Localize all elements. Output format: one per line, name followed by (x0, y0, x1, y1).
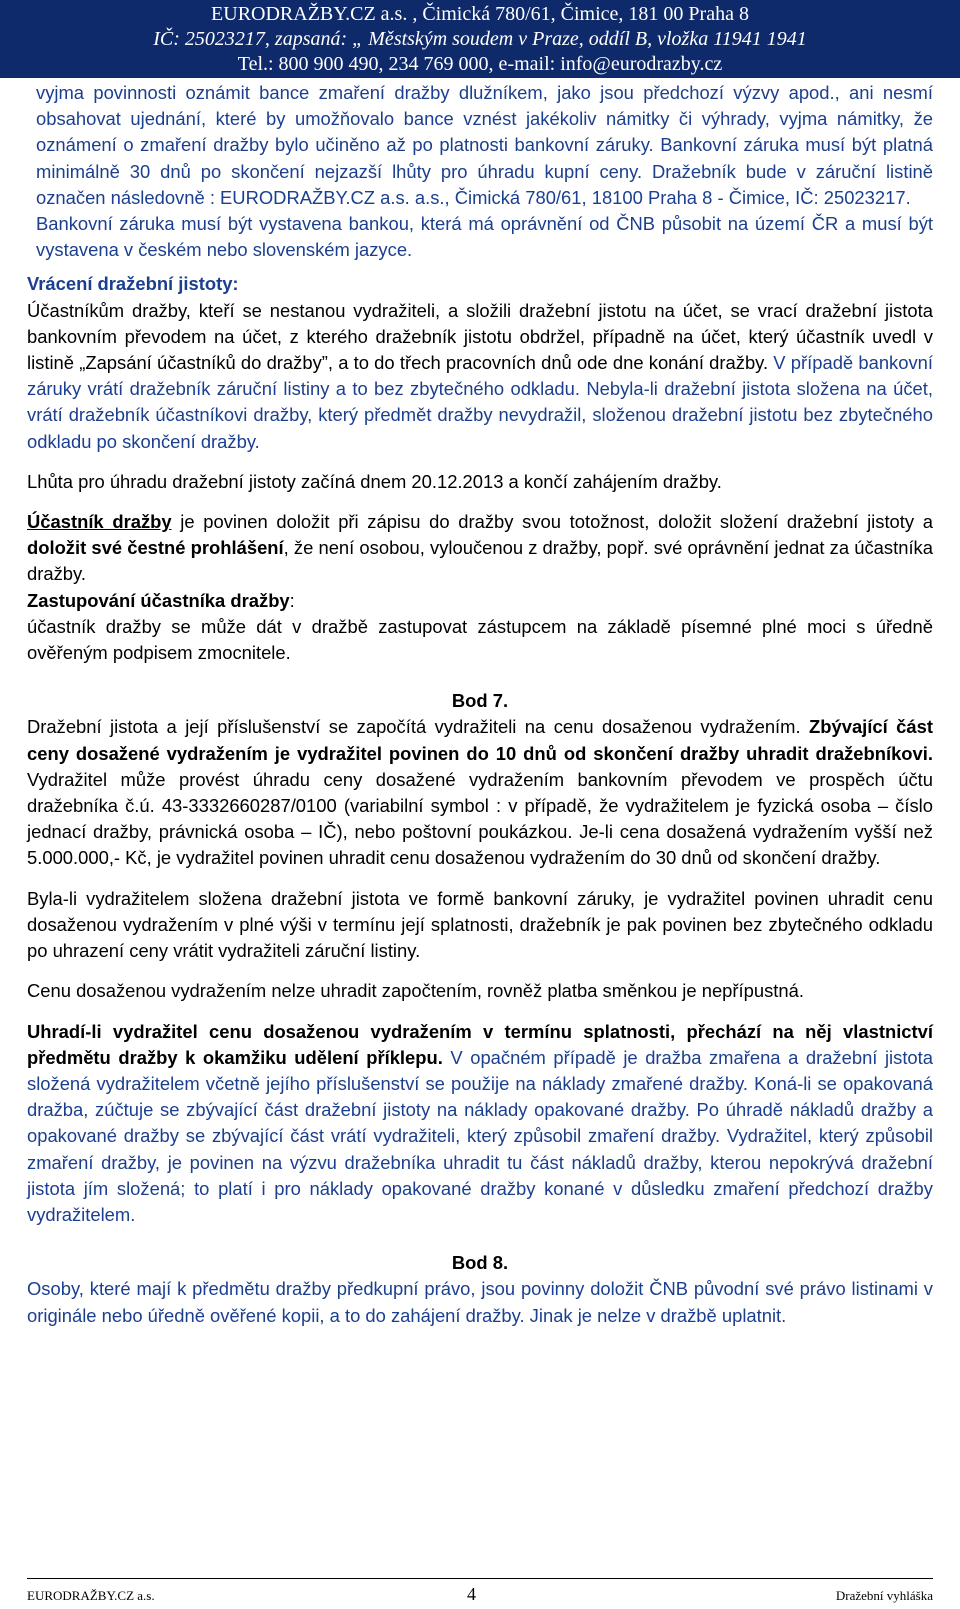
paragraph-representation: účastník dražby se může dát v dražbě zastupovat zástupcem na základě písemné plné moci s úředně ověřeným podpisem zmocnitele. (27, 615, 933, 664)
letterhead-contact-line: Tel.: 800 900 490, 234 769 000, e-mail: info@eurodrazby.cz (237, 53, 723, 75)
section-title-representation (27, 588, 933, 614)
participant-declaration-text: doložit své čestné prohlášení (27, 537, 284, 559)
paragraph-guarantee-payment: Byla-li vydražitelem složena dražební jistota ve formě bankovní záruky, je vydražitel povinen uhradit cenu dosaženou vydražením v plné výši v termínu její splatnosti, dražebník je pak povinen bez zbytečného odkladu po uhrazení ceny vrátit vydražiteli záruční listiny. (27, 887, 933, 962)
participant-duties-text: je povinen doložit při zápisu do dražby svou totožnost, doložit složení dražební jistoty a (171, 511, 933, 533)
footer-divider (27, 1578, 933, 1579)
footer-company: EURODRAŽBY.CZ a.s. (27, 1588, 155, 1603)
ownership-transfer-heading: Uhradí-li vydražitel cenu dosaženou vydražením v termínu splatnosti, přechází na něj vlastnictví předmětu dražby k okamžiku udělení příklepu. (27, 1020, 933, 1068)
paragraph-no-offset: Cenu dosaženou vydražením nelze uhradit započtením, rovněž platba směnkou je nepřípustná. (27, 980, 804, 1002)
representation-heading: Zastupování účastníka dražby (27, 589, 290, 611)
page-number: 4 (467, 1584, 476, 1604)
section-title-deposit-return: Vrácení dražební jistoty: (27, 273, 239, 295)
bod-7-payment-method-text: Vydražitel může provést úhradu ceny dosažené vydražením bankovním převodem ve prospěch účtu dražebníka č.ú. 43-3332660287/0100 (variabilní symbol : v případě, že vydražitelem je fyzická osoba – číslo jednací dražby, právnická osoba – IČ), nebo poštovní poukázkou. Je-li cena dosažená vydražením vyšší než 5.000.000,- Kč, je vydražitel povinen uhradit cenu dosaženou vydražením do 30 dnů od skončení dražby. (27, 768, 933, 869)
representation-colon: : (289, 589, 295, 611)
bod-7-payment-deadline: Zbývající část ceny dosažené vydražením je vydražitel povinen do 10 dnů od skončení dražby uhradit dražebníkovi. (27, 716, 933, 764)
paragraph-bank-requirement: Bankovní záruka musí být vystavena bankou, která má oprávnění od ČNB působit na území ČR a musí být vystavena v českém nebo slovenském jazyce. (36, 213, 933, 261)
letterhead-company-line: EURODRAŽBY.CZ a.s. , Čimická 780/61, Čimice, 181 00 Praha 8 (211, 3, 749, 25)
bod-7-deposit-text: Dražební jistota a její příslušenství se započítá vydražiteli na cenu dosaženou vydražením. (27, 716, 801, 738)
paragraph-bod-7 (27, 714, 933, 871)
paragraph-deposit-deadline: Lhůta pro úhradu dražební jistoty začíná dnem 20.12.2013 a končí zahájením dražby. (27, 470, 722, 492)
guarantee-terms-text: vyjma povinnosti oznámit bance zmaření dražby dlužníkem, jako jsou předchozí výzvy apod., ani nesmí obsahovat ujednání, které by umožňovalo bance vznést jakékoliv námitky či výhrady, vyjma námitky, že oznámení o zmaření dražby bylo učiněno až po platnosti bankovní záruky. (36, 82, 933, 156)
letterhead-registration-line: IČ: 25023217, zapsaná: „ Městským soudem v Praze, oddíl B, vložka 11941 1941 (153, 28, 807, 50)
guarantee-designation-text: Dražebník bude v záruční listině označen následovně : EURODRAŽBY.CZ a.s. a.s., Čimická 780/61, 18100 Praha 8 - Čimice, IČ: 25023217. (36, 160, 933, 208)
deposit-return-text: Účastníkům dražby, kteří se nestanou vydražiteli, a složili dražební jistotu na účet, se vrací dražební jistota bankovním převodem na účet, z kterého dražebník jistotu obdržel, případně na účet, který účastník uvedl v listině „Zapsání účastníků do dražby”, a to do třech pracovních dnů ode dne konání dražby. (27, 299, 933, 374)
guarantee-validity-text: Bankovní záruka musí být platná minimálně 30 dnů po skončení nejzazší lhůty pro úhradu kupní ceny. (36, 134, 933, 182)
footer-document-title: Dražební vyhláška (835, 1588, 933, 1603)
letterhead (0, 0, 960, 78)
deposit-return-guarantee-text: V případě bankovní záruky vrátí dražebník záruční listiny a to bez zbytečného odkladu. Nebyla-li dražební jistota složena na účet, vrátí dražebník účastníkovi dražby, který předmět dražby nevydražil, složenou dražební jistotu bez zbytečného odkladu po skončení dražby. (27, 352, 933, 452)
paragraph-ownership-transfer (27, 1019, 933, 1229)
section-title-bod-7: Bod 7. (451, 690, 509, 712)
paragraph-deposit-return (27, 298, 933, 455)
ownership-transfer-text: V opačném případě je dražba zmařena a dražební jistota složená vydražitelem včetně jejího příslušenství se použije na náklady zmařené dražby. Koná-li se opakovaná dražba, zúčtuje se zbývající část dražební jistoty na náklady opakované dražby. Po úhradě nákladů dražby a opakované dražby se zbývající část vrátí vydražiteli, který způsobil zmaření dražby. Vydražitel, který způsobil zmaření dražby, je povinen na výzvu dražebníka uhradit tu část nákladů dražby, kterou nepokrývá dražební jistota jím složená; to platí i pro náklady opakované dražby konané v důsledku zmaření předchozí dražby vydražitelem. (27, 1046, 934, 1225)
paragraph-participant-duties (27, 509, 933, 588)
participant-exclusion-text: , že není osobou, vyloučenou z dražby, popř. své oprávnění jednat za účastníka dražby. (27, 537, 933, 585)
paragraph-bod-8: Osoby, které mají k předmětu dražby předkupní právo, jsou povinny doložit ČNB původní své právo listinami v originále nebo úředně ověřené kopii, a to do zahájení dražby. Jinak je nelze v dražbě uplatnit. (27, 1278, 933, 1326)
participant-duties-heading: Účastník dražby (27, 511, 172, 533)
paragraph-guarantee-terms (27, 80, 933, 211)
document-body (27, 80, 933, 1329)
section-title-bod-8: Bod 8. (451, 1252, 509, 1274)
page-footer (27, 1584, 933, 1606)
